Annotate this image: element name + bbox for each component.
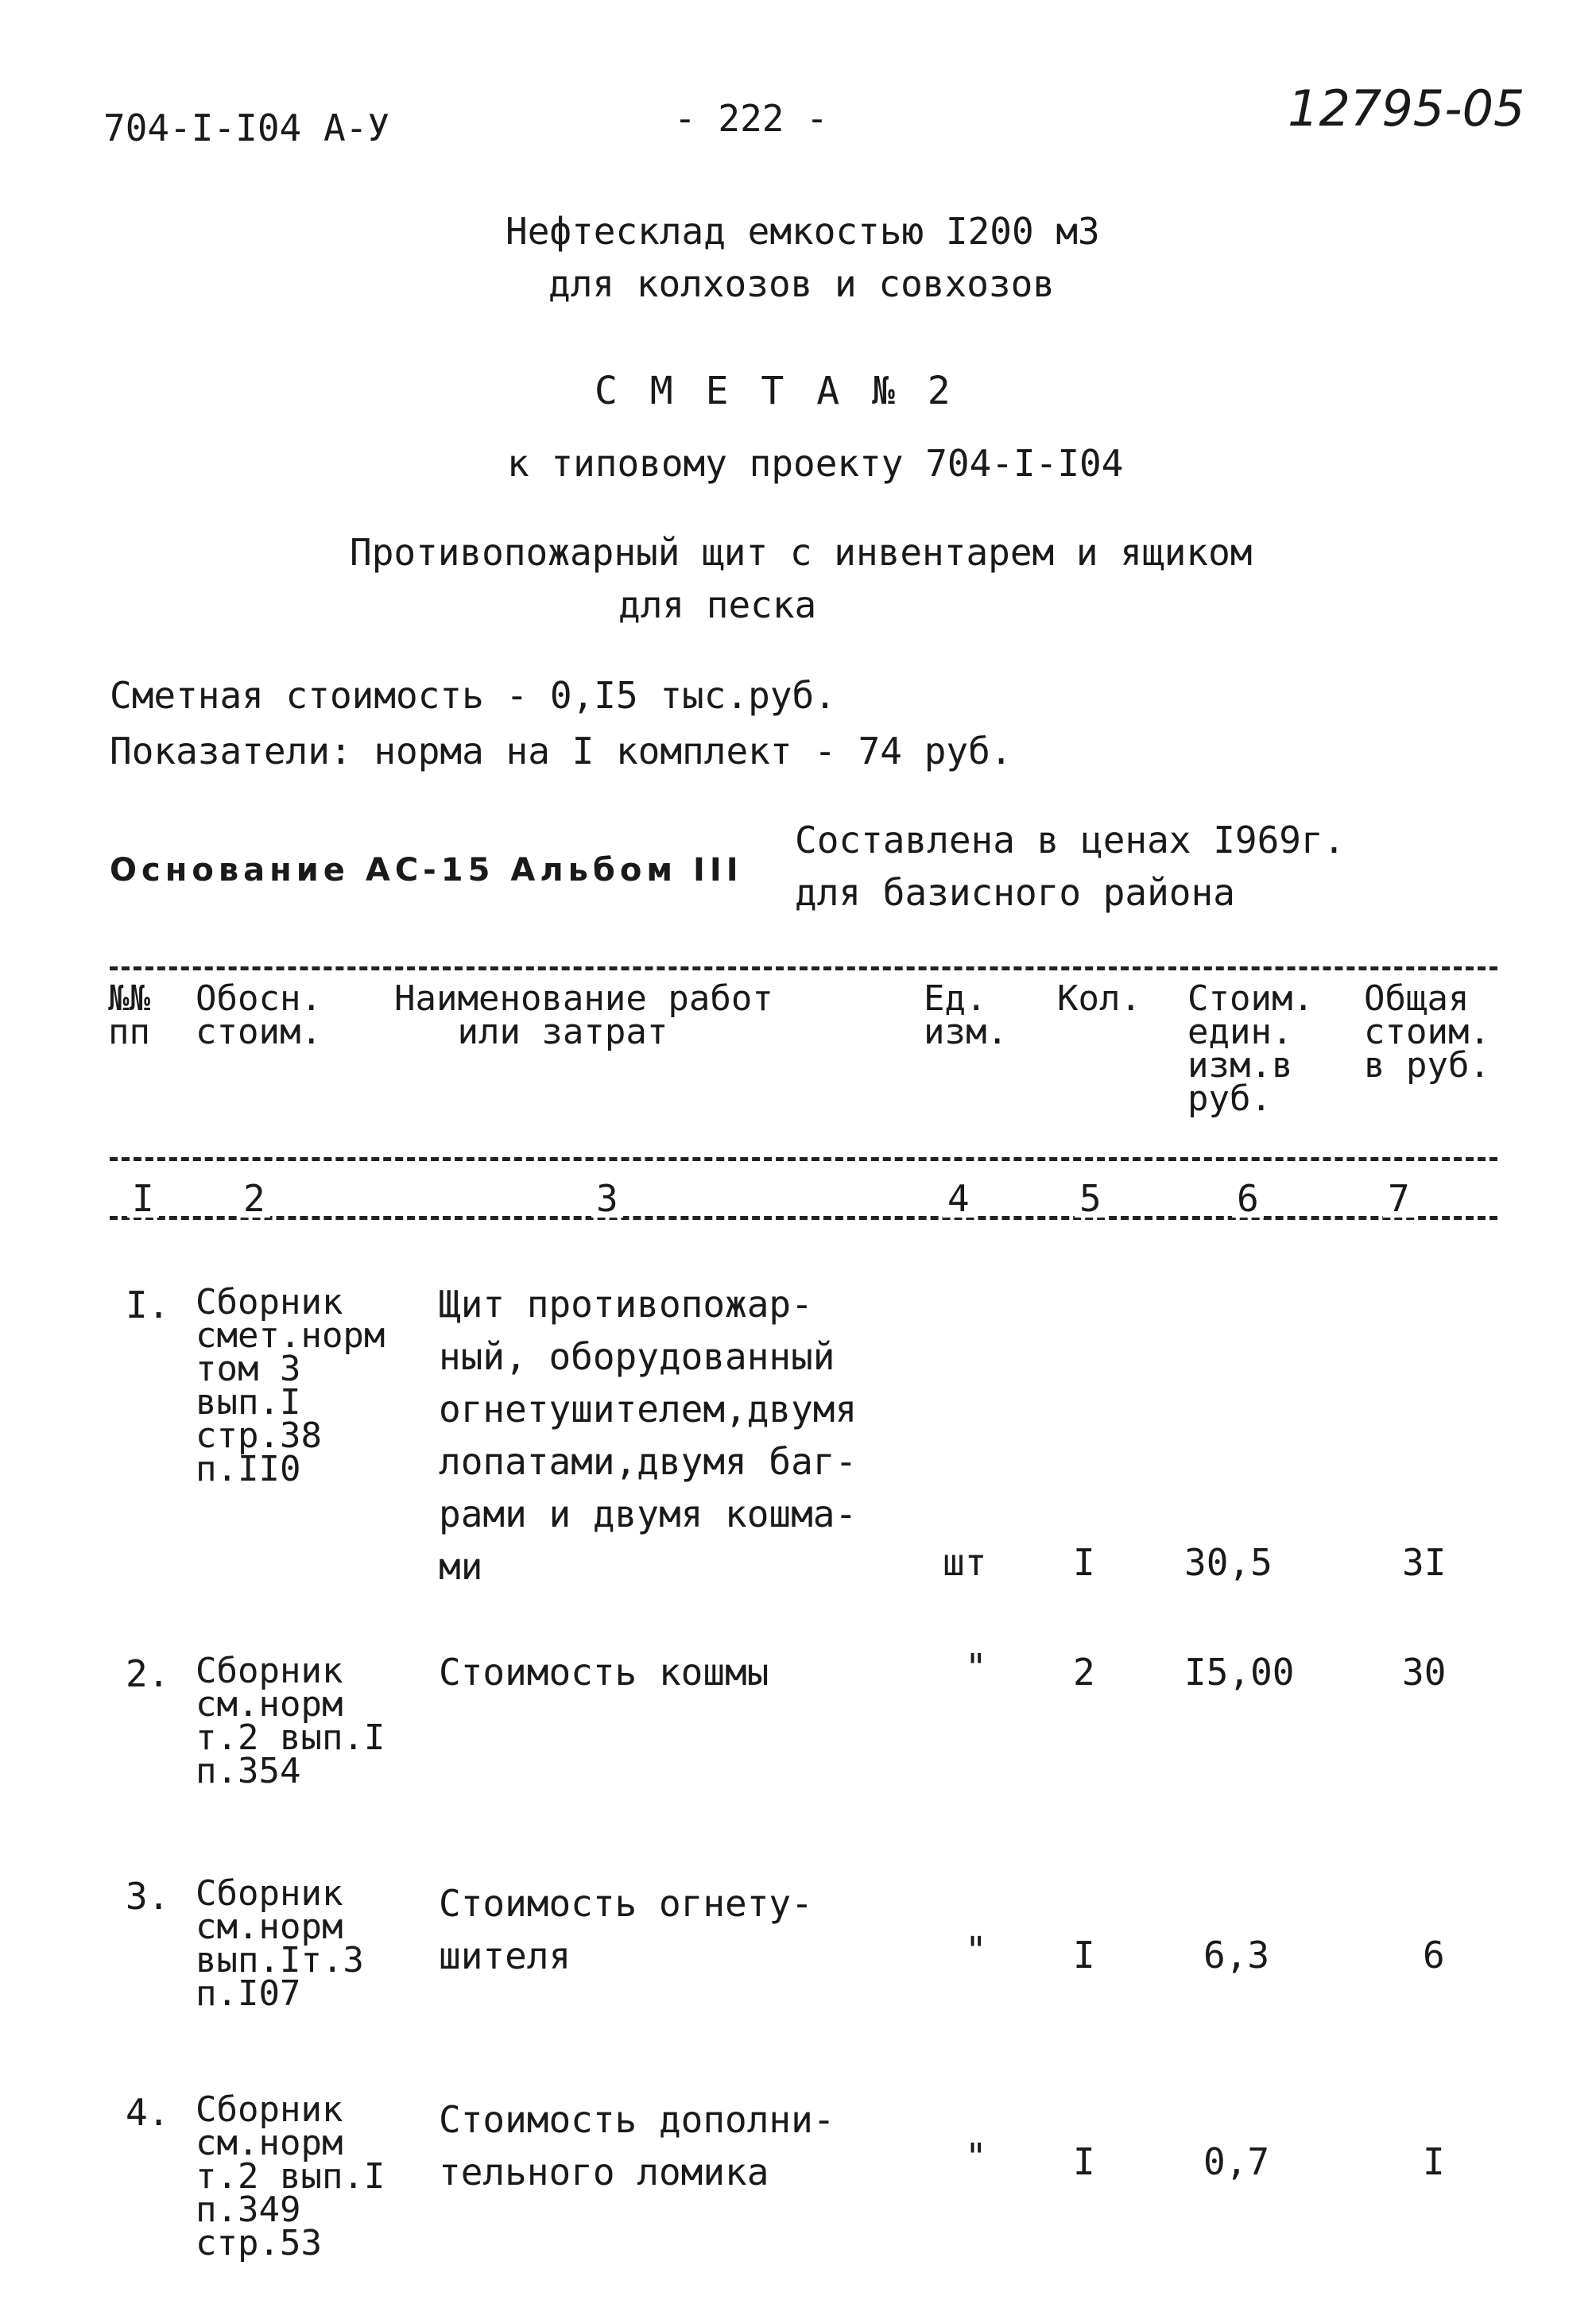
- row-basis: Сборник см.норм вып.Iт.3 п.I07: [196, 1873, 364, 2014]
- column-number-1: I: [127, 1179, 159, 1218]
- row-unit: шт: [943, 1541, 987, 1584]
- column-number-rule: [110, 1216, 1497, 1220]
- header-bottom-rule: [110, 1157, 1497, 1161]
- row-basis: Сборник смет.норм том 3 вып.I стр.38 п.II0: [196, 1282, 385, 1489]
- subject-line-2: для песка: [618, 583, 817, 626]
- row-number: 2.: [126, 1652, 170, 1695]
- column-number-6: 6: [1232, 1179, 1264, 1218]
- row-quantity: I: [1073, 2140, 1095, 2183]
- estimate-heading: С М Е Т А № 2: [595, 369, 955, 413]
- page-number: - 222 -: [674, 97, 828, 140]
- header-total: Общая стоим. в руб.: [1364, 978, 1490, 1086]
- header-unit-cost: Стоим. един. изм.в руб.: [1187, 978, 1314, 1119]
- row-unit-cost: I5,00: [1184, 1651, 1295, 1694]
- row-unit: ": [965, 2135, 987, 2178]
- row-name: Стоимость кошмы: [439, 1651, 769, 1694]
- row-quantity: I: [1073, 1541, 1095, 1584]
- row-basis: Сборник см.норм т.2 вып.I п.349 стр.53: [196, 2089, 385, 2263]
- row-total: 3I: [1402, 1541, 1447, 1584]
- row-name: Стоимость огнету- шителя: [439, 1882, 813, 1977]
- title-line-1: Нефтесклад емкостью I200 м3: [506, 210, 1100, 253]
- row-total: 30: [1402, 1651, 1447, 1694]
- inventory-number: 12795-05: [1288, 79, 1525, 137]
- row-number: I.: [126, 1284, 170, 1326]
- document-code: 704-I-I04 А-У: [103, 106, 390, 149]
- column-number-3: 3: [591, 1179, 623, 1218]
- estimated-cost: Сметная стоимость - 0,I5 тыс.руб.: [110, 674, 836, 717]
- row-unit-cost: 6,3: [1203, 1934, 1270, 1977]
- table-top-rule: [110, 966, 1497, 970]
- row-basis: Сборник см.норм т.2 вып.I п.354: [196, 1651, 385, 1791]
- row-unit: ": [965, 1929, 987, 1972]
- row-quantity: 2: [1073, 1651, 1095, 1694]
- prices-line-1: Составлена в ценах I969г.: [795, 819, 1346, 862]
- column-number-7: 7: [1383, 1179, 1415, 1218]
- column-number-5: 5: [1075, 1179, 1106, 1218]
- row-total: 6: [1423, 1934, 1445, 1977]
- row-name: Щит противопожар- ный, оборудованный огнетушителем,двумя лопатами,двумя баг- рами и двумя кошма- ми: [439, 1283, 858, 1588]
- row-quantity: I: [1073, 1934, 1095, 1977]
- row-unit-cost: 30,5: [1184, 1541, 1273, 1584]
- header-unit: Ед. изм.: [924, 978, 1008, 1052]
- header-basis: Обосн. стоим.: [196, 978, 322, 1052]
- row-name: Стоимость дополни- тельного ломика: [439, 2098, 835, 2194]
- row-total: I: [1423, 2140, 1445, 2183]
- column-number-4: 4: [943, 1179, 974, 1218]
- row-number: 4.: [126, 2091, 170, 2134]
- title-line-2: для колхозов и совхозов: [548, 262, 1055, 305]
- row-unit-cost: 0,7: [1203, 2140, 1270, 2183]
- column-number-2: 2: [238, 1179, 270, 1218]
- header-name: Наименование работ или затрат: [394, 978, 773, 1052]
- prices-line-2: для базисного района: [795, 871, 1235, 914]
- header-number: №№ пп: [108, 978, 150, 1052]
- project-reference: к типовому проекту 704-I-I04: [507, 442, 1124, 485]
- cost-indicator: Показатели: норма на I комплект - 74 руб.: [110, 730, 1013, 772]
- handwritten-basis: Основание АС-15 Альбом III: [110, 852, 743, 889]
- row-number: 3.: [126, 1875, 170, 1918]
- row-unit: ": [965, 1646, 987, 1689]
- header-quantity: Кол.: [1057, 978, 1141, 1019]
- subject-line-1: Противопожарный щит с инвентарем и ящиком: [350, 531, 1253, 574]
